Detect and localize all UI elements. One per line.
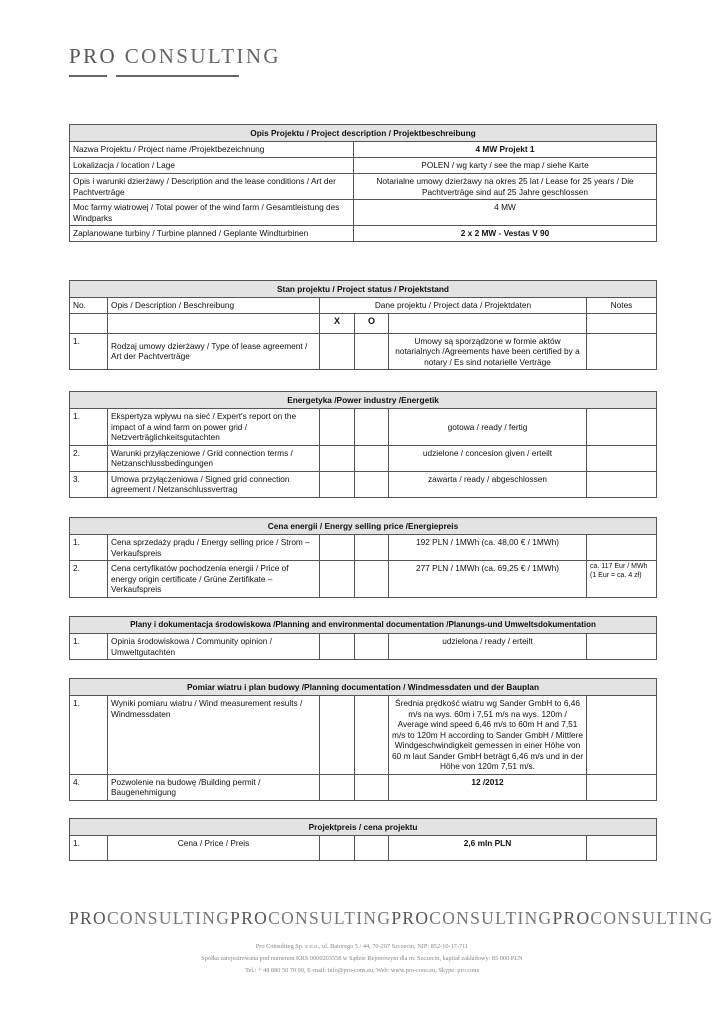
col-notes: Notes — [587, 298, 657, 314]
footer-registration: Spółka zarejestrowana pod numerem KRS 0000203558 w Sądzie Rejonowym dla m. Szczecin, kapitał zakładowy: 85 000 PLN — [201, 955, 523, 962]
col-o: O — [355, 313, 389, 333]
power-value: 4 MW — [354, 200, 657, 226]
table-row: 1. Opinia środowiskowa / Community opinion / Umweltgutachten udzielona / ready / erteilt — [70, 634, 657, 660]
location-label: Lokalizacja / location / Lage — [70, 158, 354, 174]
table-row: 1. Ekspertyza wpływu na sieć / Expert's report on the impact of a wind farm on power grid / Netzverträglichkeitsgutachten gotowa / ready / fertig — [70, 409, 657, 446]
table-row: 4. Pozwolenie na budowę /Building permit / Baugenehmigung 12 /2012 — [70, 774, 657, 800]
project-description-header: Opis Projektu / Project description / Projektbeschreibung — [70, 125, 657, 142]
energy-price-header: Cena energii / Energy selling price /Energiepreis — [70, 518, 657, 535]
footer-contact-info: Tel.: + 48 880 50 70 90, E-mail: info@pro-cons.eu, Web: www.pro-cons.eu, Skype: pro.cons — [245, 967, 479, 974]
footer-logo: PROCONSULTINGPROCONSULTINGPROCONSULTINGPROCONSULTING — [69, 908, 714, 928]
table-row: 1. Cena sprzedaży prądu / Energy selling price / Strom –Verkaufspreis 192 PLN / 1MWh (ca. 48,00 € / 1MWh) — [70, 535, 657, 561]
environmental-table — [69, 616, 657, 660]
footer-address: Pro Consulting Sp. z o.o., ul. Batorego 5 / 44, 70-207 Szczecin, NIP: 852-10-17-711 — [255, 943, 469, 950]
table-row: 2. Cena certyfikatów pochodzenia energii / Price of energy origin certificate / Grüne Zertifikate – Verkaufspreis 277 PLN / 1MWh (ca. 69,25 € / 1MWh) ca. 117 Eur / MWh (1 Eur = ca. 4 zł) — [70, 561, 657, 598]
table-row: 1. Wyniki pomiaru wiatru / Wind measurement results / Windmessdaten Średnia prędkość wiatru wg Sander GmbH to 6,46 m/s na wys. 60m i 7,51 m/s na wys. 120m / Average wind speed 6,46 m/s to 60m H and 7,51 m/s to 120m H according to Sander GmbH / Mittlere Windgeschwindigkeit gemessen in einer Höhe von 60 m laut Sander GmbH beträgt 6,46 m/s und in der Höhe von 120m 7,51 m/s. — [70, 696, 657, 775]
project-price-table — [69, 818, 657, 861]
project-name-value: 4 MW Projekt 1 — [354, 142, 657, 158]
project-status-header: Stan projektu / Project status / Projektstand — [70, 281, 657, 298]
footer-contact — [60, 941, 664, 977]
table-row: 2. Warunki przyłączeniowe / Grid connection terms / Netzanschlussbedingungen udzielone / concesion given / erteilt — [70, 445, 657, 471]
energy-price-table — [69, 517, 657, 598]
wind-header: Pomiar wiatru i plan budowy /Planning documentation / Windmessdaten und der Bauplan — [70, 679, 657, 696]
logo-underline-short — [69, 75, 107, 77]
turbines-label: Zaplanowane turbiny / Turbine planned / Geplante Windturbinen — [70, 226, 354, 242]
lease-label: Opis i warunki dzierżawy / Description and the lease conditions / Art der Pachtverträge — [70, 174, 354, 200]
col-description: Opis / Description / Beschreibung — [108, 298, 320, 314]
project-name-label: Nazwa Projektu / Project name /Projektbezeichnung — [70, 142, 354, 158]
logo-underline-long — [116, 75, 239, 77]
table-row: 1. Cena / Price / Preis 2,6 mln PLN — [70, 836, 657, 861]
project-description-table — [69, 124, 657, 242]
lease-value: Notarialne umowy dzierżawy na okres 25 lat / Lease for 25 years / Die Pachtverträge sind auf 25 Jahre geschlossen — [354, 174, 657, 200]
price-notes: ca. 117 Eur / MWh (1 Eur = ca. 4 zł) — [587, 561, 657, 598]
energy-table — [69, 391, 657, 498]
location-value: POLEN / wg karty / see the map / siehe Karte — [354, 158, 657, 174]
col-no: No. — [70, 298, 108, 314]
project-price-header: Projektpreis / cena projektu — [70, 819, 657, 836]
col-x: X — [320, 313, 355, 333]
table-row: 1. Rodzaj umowy dzierżawy / Type of lease agreement / Art der Pachtverträge Umowy są sporządzone w formie aktów notarialnych /Agreements have been certified by a notary / Es sind notarielle Verträge — [70, 333, 657, 370]
turbines-value: 2 x 2 MW - Vestas V 90 — [354, 226, 657, 242]
company-logo: PRO CONSULTING — [69, 44, 281, 68]
environmental-header: Plany i dokumentacja środowiskowa /Planning and environmental documentation /Planungs-und Umweltsdokumentation — [70, 617, 657, 634]
power-label: Moc farmy wiatrowej / Total power of the wind farm / Gesamtleistung des Windparks — [70, 200, 354, 226]
table-row: 3. Umowa przyłączeniowa / Signed grid connection agreement / Netzanschlussvertrag zawarta / ready / abgeschlossen — [70, 471, 657, 497]
energy-header: Energetyka /Power industry /Energetik — [70, 392, 657, 409]
wind-table — [69, 678, 657, 801]
col-project-data: Dane projektu / Project data / Projektdaten — [320, 298, 587, 314]
project-status-table — [69, 280, 657, 370]
